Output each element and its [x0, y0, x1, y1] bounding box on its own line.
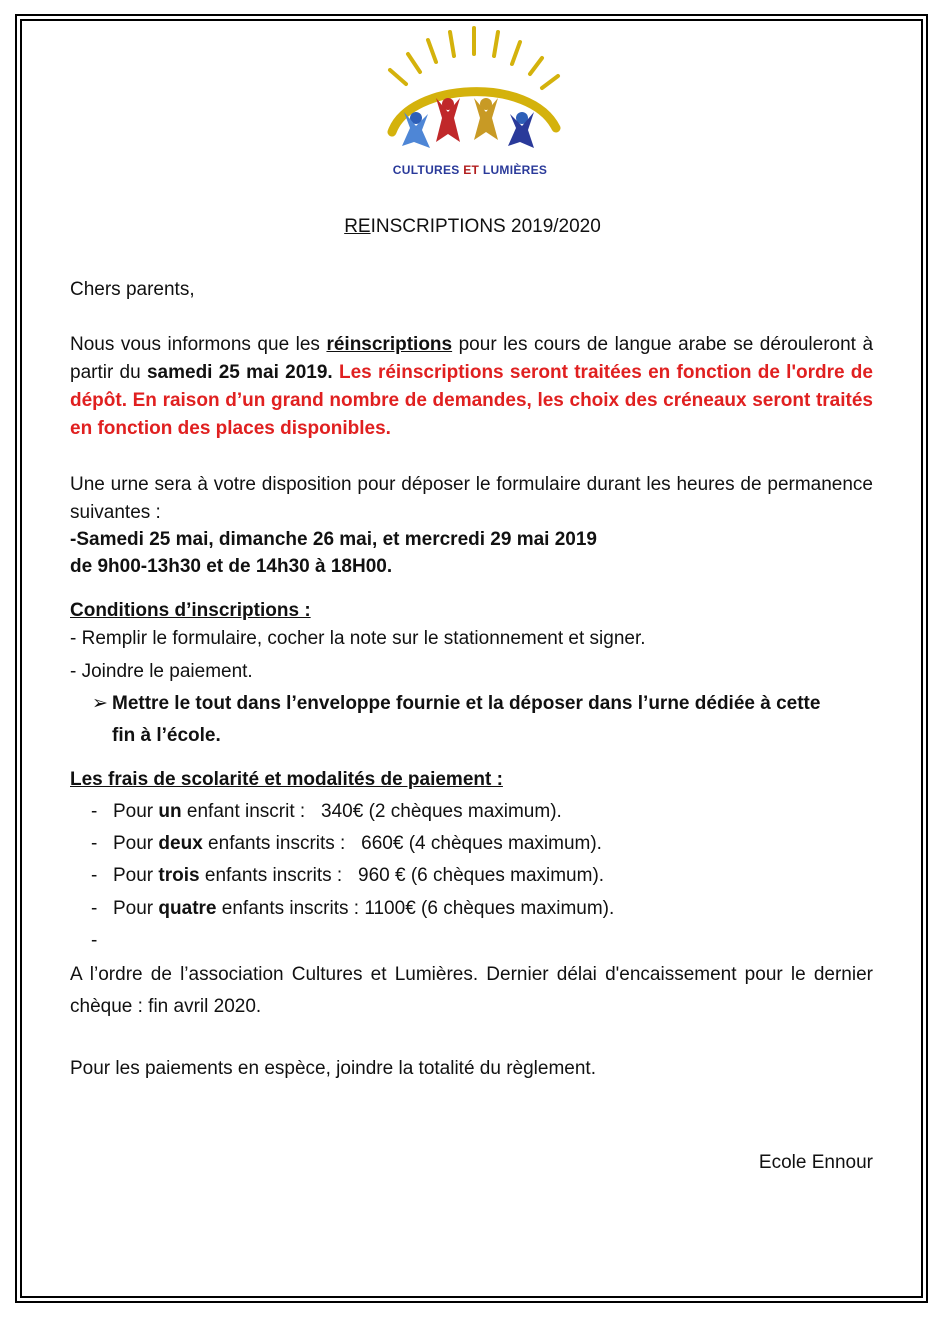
permanence-dates: -Samedi 25 mai, dimanche 26 mai, et mercredi 29 mai 2019 — [70, 529, 597, 550]
conditions-heading: Conditions d’inscriptions : — [70, 600, 311, 621]
fee-empty-row: - — [91, 930, 98, 951]
fee-row: - Pour un enfant inscrit : 340€ (2 chèques maximum). — [91, 801, 562, 822]
urne-paragraph: Une urne sera à votre disposition pour déposer le formulaire durant les heures de permanence suivantes : — [70, 474, 873, 523]
permanence-hours: de 9h00-13h30 et de 14h30 à 18H00. — [70, 556, 393, 577]
condition-item: - Joindre le paiement. — [70, 661, 253, 682]
fee-row: - Pour trois enfants inscrits : 960 € (6 chèques maximum). — [91, 865, 605, 886]
payment-order-paragraph: A l’ordre de l’association Cultures et Lumières. Dernier délai d'encaissement pour le dernier chèque : fin avril 2020. — [70, 964, 873, 1017]
greeting: Chers parents, — [70, 279, 195, 300]
fees-heading: Les frais de scolarité et modalités de paiement : — [70, 769, 503, 790]
document-title: REINSCRIPTIONS 2019/2020 — [344, 216, 601, 237]
fee-row: - Pour deux enfants inscrits : 660€ (4 chèques maximum). — [91, 833, 602, 854]
logo-caption: CULTURES ET LUMIÈRES — [392, 163, 548, 177]
condition-item: - Remplir le formulaire, cocher la note sur le stationnement et signer. — [70, 628, 646, 649]
cultures-et-lumieres-logo — [370, 24, 570, 186]
arrow-bullet-icon: ➢ — [92, 693, 108, 714]
signature: Ecole Ennour — [758, 1152, 873, 1173]
arrow-instruction: ➢ Mettre le tout dans l’enveloppe fournie et la déposer dans l’urne dédiée à cette fin à l’école. — [92, 688, 882, 752]
fee-row: - Pour quatre enfants inscrits : 1100€ (6 chèques maximum). — [91, 898, 615, 919]
intro-paragraph: Nous vous informons que les réinscriptions pour les cours de langue arabe se dérouleront à partir du samedi 25 mai 2019. Les réinscriptions seront traitées en fonction de l'ordre de dépôt. En raison d’un grand nombre de demandes, les choix des créneaux seront traités en fonction des places disponibles. — [70, 334, 874, 439]
cash-payment-note: Pour les paiements en espèce, joindre la totalité du règlement. — [70, 1058, 596, 1079]
